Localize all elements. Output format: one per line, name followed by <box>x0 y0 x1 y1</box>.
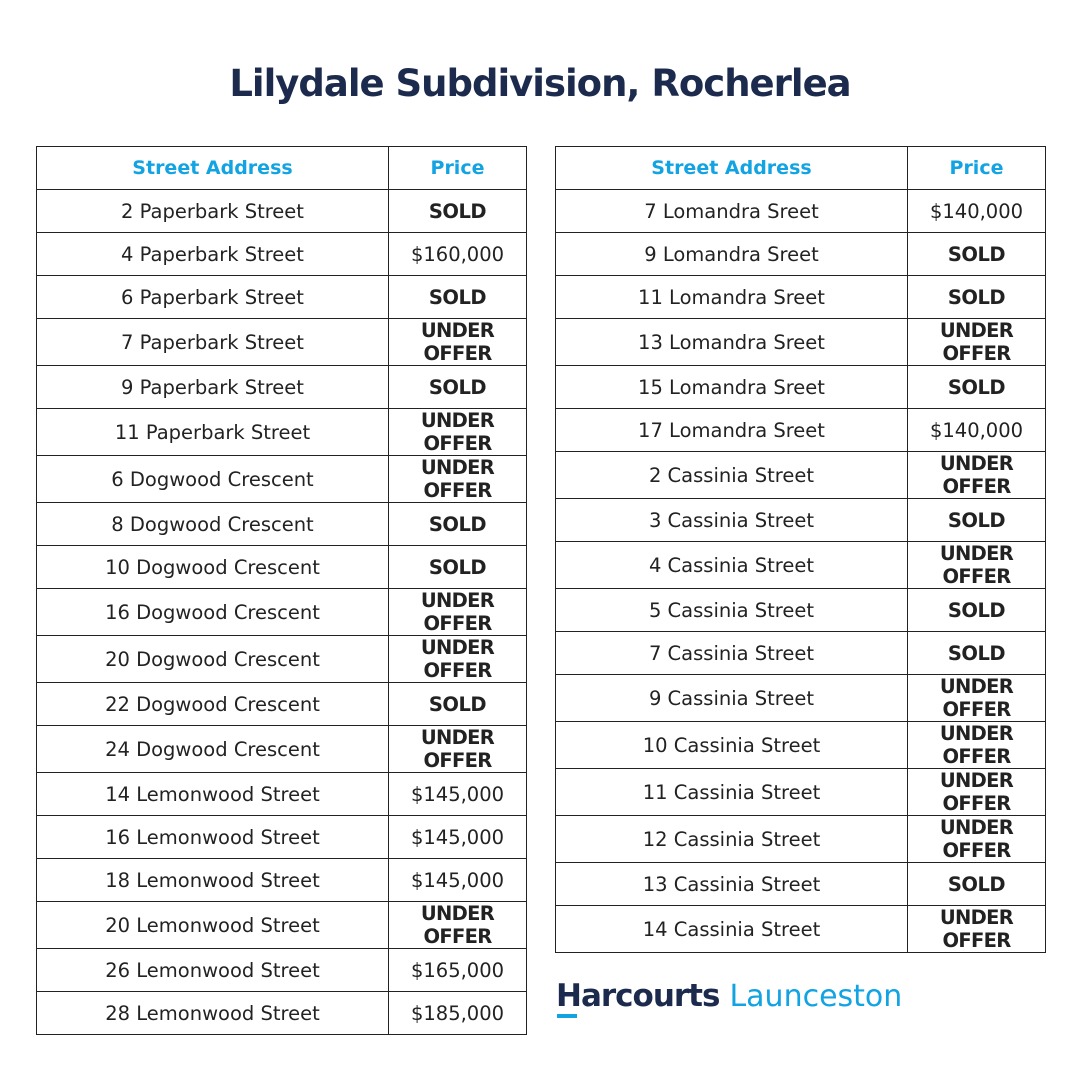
table-header-row <box>556 147 1046 190</box>
page-title: Lilydale Subdivision, Rocherlea <box>229 62 851 105</box>
street-address-cell: 11 Cassinia Street <box>556 769 908 816</box>
sold-badge: SOLD <box>908 632 1046 675</box>
street-address-cell: 9 Paperbark Street <box>37 366 389 409</box>
street-address-cell: 5 Cassinia Street <box>556 589 908 632</box>
under-offer-badge: UNDER OFFER <box>908 542 1046 589</box>
street-address-cell: 14 Lemonwood Street <box>37 773 389 816</box>
table-row <box>556 276 1046 319</box>
street-address-cell: 14 Cassinia Street <box>556 906 908 953</box>
price-header: Price <box>908 147 1046 190</box>
street-address-cell: 2 Paperbark Street <box>37 190 389 233</box>
sold-badge: SOLD <box>389 276 527 319</box>
listing-rows-right <box>556 190 1046 953</box>
price-cell: $140,000 <box>908 190 1046 233</box>
table-row <box>37 859 527 902</box>
sold-badge: SOLD <box>389 683 527 726</box>
table-row <box>556 233 1046 276</box>
table-row <box>37 409 527 456</box>
table-row <box>556 589 1046 632</box>
street-address-cell: 16 Dogwood Crescent <box>37 589 389 636</box>
under-offer-badge: UNDER OFFER <box>389 589 527 636</box>
under-offer-badge: UNDER OFFER <box>908 769 1046 816</box>
price-cell: $160,000 <box>389 233 527 276</box>
price-cell: $140,000 <box>908 409 1046 452</box>
table-row <box>556 722 1046 769</box>
table-row <box>37 726 527 773</box>
street-address-header: Street Address <box>556 147 908 190</box>
street-address-cell: 10 Dogwood Crescent <box>37 546 389 589</box>
street-address-cell: 10 Cassinia Street <box>556 722 908 769</box>
street-address-cell: 7 Paperbark Street <box>37 319 389 366</box>
logo-brand <box>556 978 719 1014</box>
sold-badge: SOLD <box>389 546 527 589</box>
price-cell: $185,000 <box>389 992 527 1035</box>
table-row <box>37 992 527 1035</box>
street-address-cell: 11 Paperbark Street <box>37 409 389 456</box>
street-address-cell: 16 Lemonwood Street <box>37 816 389 859</box>
street-address-cell: 28 Lemonwood Street <box>37 992 389 1035</box>
table-row <box>556 366 1046 409</box>
street-address-cell: 6 Dogwood Crescent <box>37 456 389 503</box>
under-offer-badge: UNDER OFFER <box>389 726 527 773</box>
street-address-cell: 22 Dogwood Crescent <box>37 683 389 726</box>
street-address-cell: 4 Paperbark Street <box>37 233 389 276</box>
table-row <box>556 769 1046 816</box>
under-offer-badge: UNDER OFFER <box>908 675 1046 722</box>
table-row <box>37 503 527 546</box>
under-offer-badge: UNDER OFFER <box>908 816 1046 863</box>
street-address-cell: 15 Lomandra Sreet <box>556 366 908 409</box>
under-offer-badge: UNDER OFFER <box>389 456 527 503</box>
harcourts-logo <box>556 978 902 1022</box>
under-offer-badge: UNDER OFFER <box>908 906 1046 953</box>
sold-badge: SOLD <box>389 366 527 409</box>
table-row <box>556 409 1046 452</box>
street-address-cell: 18 Lemonwood Street <box>37 859 389 902</box>
street-address-cell: 9 Lomandra Sreet <box>556 233 908 276</box>
table-row <box>37 636 527 683</box>
table-row <box>556 675 1046 722</box>
price-cell: $165,000 <box>389 949 527 992</box>
street-address-cell: 7 Lomandra Sreet <box>556 190 908 233</box>
street-address-cell: 8 Dogwood Crescent <box>37 503 389 546</box>
table-row <box>556 632 1046 675</box>
under-offer-badge: UNDER OFFER <box>908 452 1046 499</box>
street-address-cell: 13 Lomandra Sreet <box>556 319 908 366</box>
street-address-cell: 24 Dogwood Crescent <box>37 726 389 773</box>
under-offer-badge: UNDER OFFER <box>389 409 527 456</box>
street-address-cell: 20 Dogwood Crescent <box>37 636 389 683</box>
table-row <box>37 276 527 319</box>
sold-badge: SOLD <box>908 366 1046 409</box>
table-row <box>37 683 527 726</box>
street-address-cell: 7 Cassinia Street <box>556 632 908 675</box>
table-row <box>556 499 1046 542</box>
logo-underline-mark <box>557 1014 577 1018</box>
price-header: Price <box>389 147 527 190</box>
street-address-cell: 11 Lomandra Sreet <box>556 276 908 319</box>
sold-badge: SOLD <box>908 499 1046 542</box>
street-address-header: Street Address <box>37 147 389 190</box>
table-row <box>556 863 1046 906</box>
price-cell: $145,000 <box>389 859 527 902</box>
street-address-cell: 3 Cassinia Street <box>556 499 908 542</box>
street-address-cell: 13 Cassinia Street <box>556 863 908 906</box>
street-address-cell: 17 Lomandra Sreet <box>556 409 908 452</box>
table-row <box>37 773 527 816</box>
table-row <box>37 546 527 589</box>
street-address-cell: 9 Cassinia Street <box>556 675 908 722</box>
table-row <box>37 902 527 949</box>
under-offer-badge: UNDER OFFER <box>908 319 1046 366</box>
sold-badge: SOLD <box>908 276 1046 319</box>
price-cell: $145,000 <box>389 816 527 859</box>
under-offer-badge: UNDER OFFER <box>389 319 527 366</box>
street-address-cell: 4 Cassinia Street <box>556 542 908 589</box>
sold-badge: SOLD <box>908 233 1046 276</box>
listing-table-left <box>36 146 527 1035</box>
table-row <box>556 542 1046 589</box>
logo-office: Launceston <box>729 979 903 1014</box>
sold-badge: SOLD <box>908 589 1046 632</box>
table-row <box>37 456 527 503</box>
table-row <box>556 452 1046 499</box>
sold-badge: SOLD <box>389 190 527 233</box>
table-row <box>556 816 1046 863</box>
street-address-cell: 12 Cassinia Street <box>556 816 908 863</box>
under-offer-badge: UNDER OFFER <box>389 636 527 683</box>
table-row <box>556 190 1046 233</box>
price-cell: $145,000 <box>389 773 527 816</box>
table-row <box>37 366 527 409</box>
table-row <box>37 233 527 276</box>
logo-brand-text: Harcourts <box>556 978 720 1014</box>
sold-badge: SOLD <box>908 863 1046 906</box>
table-row <box>37 190 527 233</box>
street-address-cell: 6 Paperbark Street <box>37 276 389 319</box>
table-row <box>37 816 527 859</box>
street-address-cell: 26 Lemonwood Street <box>37 949 389 992</box>
street-address-cell: 2 Cassinia Street <box>556 452 908 499</box>
under-offer-badge: UNDER OFFER <box>389 902 527 949</box>
table-row <box>37 589 527 636</box>
street-address-cell: 20 Lemonwood Street <box>37 902 389 949</box>
under-offer-badge: UNDER OFFER <box>908 722 1046 769</box>
table-header-row <box>37 147 527 190</box>
table-row <box>37 319 527 366</box>
table-row <box>556 319 1046 366</box>
listing-rows-left <box>37 190 527 1035</box>
table-row <box>37 949 527 992</box>
table-row <box>556 906 1046 953</box>
sold-badge: SOLD <box>389 503 527 546</box>
listing-table-right <box>555 146 1046 953</box>
